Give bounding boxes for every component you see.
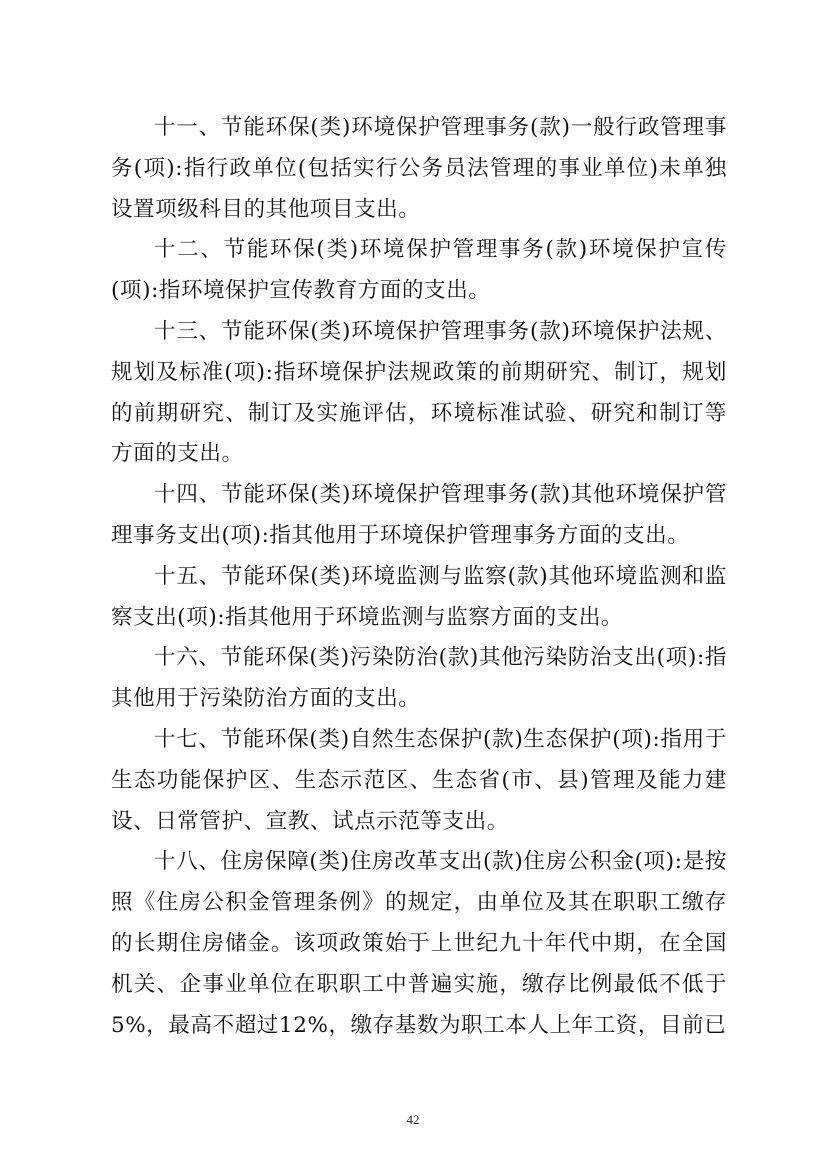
paragraph-12: 十二、节能环保(类)环境保护管理事务(款)环境保护宣传(项):指环境保护宣传教育方面的支出。 bbox=[111, 237, 727, 304]
paragraph-13: 十三、节能环保(类)环境保护管理事务(款)环境保护法规、规划及标准(项):指环境保护法规政策的前期研究、制订，规划的前期研究、制订及实施评估，环境标准试验、研究和制订等方面的支出。 bbox=[111, 318, 727, 467]
document-body bbox=[111, 108, 727, 1046]
paragraph-14: 十四、节能环保(类)环境保护管理事务(款)其他环境保护管理事务支出(项):指其他用于环境保护管理事务方面的支出。 bbox=[111, 482, 727, 548]
paragraph-18: 十八、住房保障(类)住房改革支出(款)住房公积金(项):是按照《住房公积金管理条例》的规定，由单位及其在职职工缴存的长期住房储金。该项政策始于上世纪九十年代中期，在全国机关、企事业单位在职职工中普遍实施，缴存比例最低不低于5%，最高不超过12%，缴存基数为职工本人上年工资，目前已 bbox=[111, 849, 727, 1038]
paragraph-16: 十六、节能环保(类)污染防治(款)其他污染防治支出(项):指其他用于污染防治方面的支出。 bbox=[111, 645, 727, 712]
page-number: 42 bbox=[406, 1112, 420, 1127]
paragraph-15: 十五、节能环保(类)环境监测与监察(款)其他环境监测和监察支出(项):指其他用于环境监测与监察方面的支出。 bbox=[111, 563, 727, 630]
paragraph-17: 十七、节能环保(类)自然生态保护(款)生态保护(项):指用于生态功能保护区、生态示范区、生态省(市、县)管理及能力建设、日常管护、宣教、试点示范等支出。 bbox=[111, 726, 727, 834]
paragraph-11: 十一、节能环保(类)环境保护管理事务(款)一般行政管理事务(项):指行政单位(包括实行公务员法管理的事业单位)未单独设置项级科目的其他项目支出。 bbox=[111, 115, 727, 222]
